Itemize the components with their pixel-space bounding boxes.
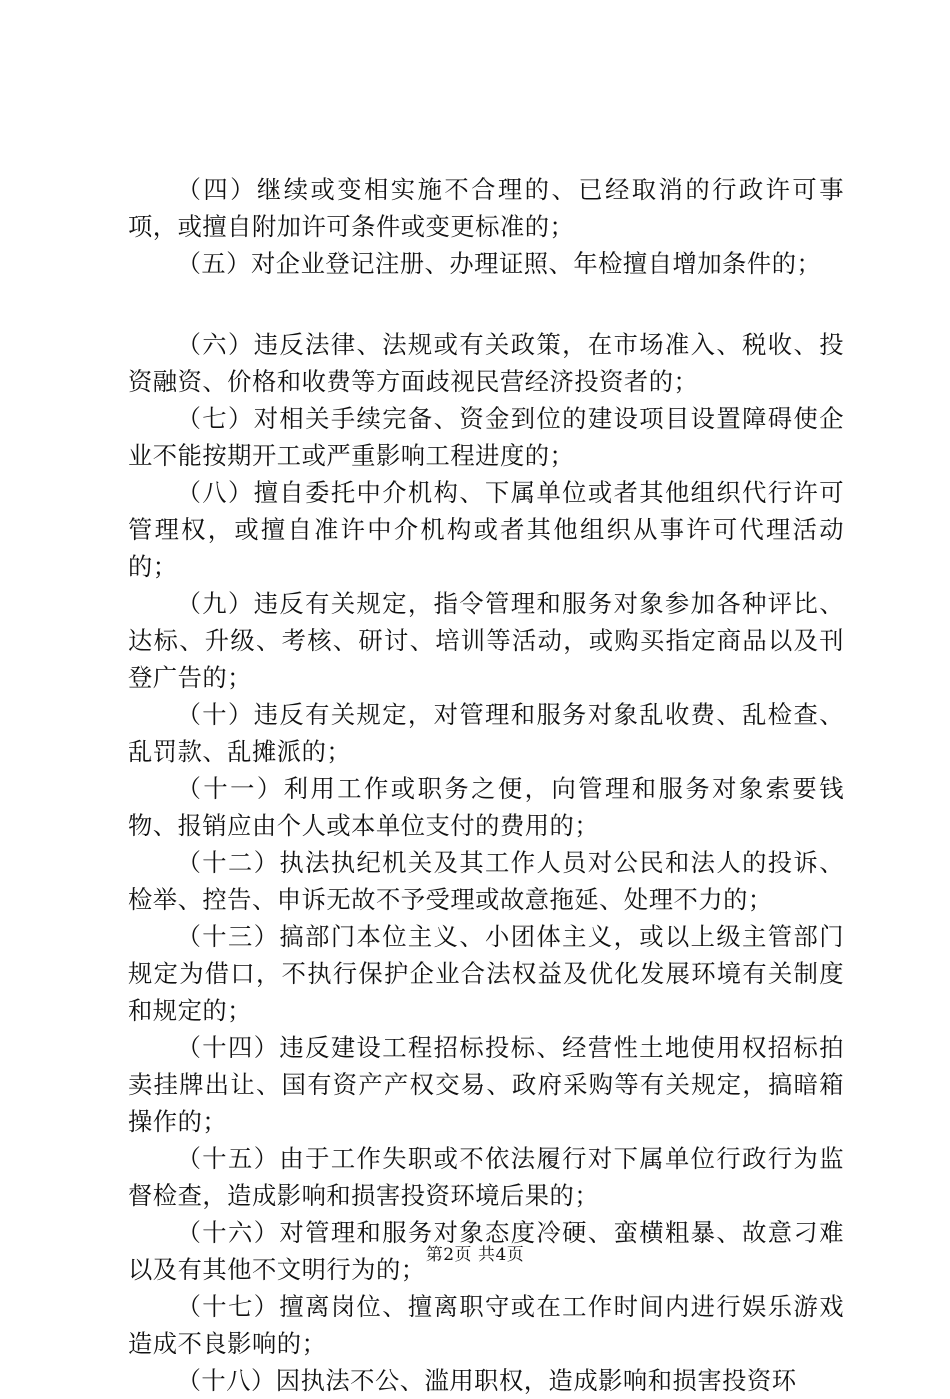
paragraph-item-4: （四）继续或变相实施不合理的、已经取消的行政许可事项，或擅自附加许可条件或变更标准的； [128,175,844,241]
paragraph-item-18: （十八）因执法不公、滥用职权，造成影响和损害投资环 [176,1366,797,1395]
paragraph-item-6: （六）违反法律、法规或有关政策，在市场准入、税收、投资融资、价格和收费等方面歧视民营经济投资者的； [128,330,844,396]
page-number-footer: 第2页 共4页 [425,1245,525,1265]
paragraph-item-5: （五）对企业登记注册、办理证照、年检擅自增加条件的； [176,249,822,278]
paragraph-item-7: （七）对相关手续完备、资金到位的建设项目设置障碍使企业不能按期开工或严重影响工程进度的； [128,404,844,470]
paragraph-item-16: （十六）对管理和服务对象态度冷硬、蛮横粗暴、故意刁难以及有其他不文明行为的； [128,1218,844,1284]
paragraph-item-10: （十）违反有关规定，对管理和服务对象乱收费、乱检查、乱罚款、乱摊派的； [128,700,844,766]
paragraph-item-14: （十四）违反建设工程招标投标、经营性土地使用权招标拍卖挂牌出让、国有资产产权交易、政府采购等有关规定，搞暗箱操作的； [128,1033,844,1136]
paragraph-item-8: （八）擅自委托中介机构、下属单位或者其他组织代行许可管理权，或擅自准许中介机构或者其他组织从事许可代理活动的； [128,478,844,581]
paragraph-item-13: （十三）搞部门本位主义、小团体主义，或以上级主管部门规定为借口，不执行保护企业合法权益及优化发展环境有关制度和规定的； [128,922,844,1025]
paragraph-item-15: （十五）由于工作失职或不依法履行对下属单位行政行为监督检查，造成影响和损害投资环境后果的； [128,1144,844,1210]
paragraph-item-17: （十七）擅离岗位、擅离职守或在工作时间内进行娱乐游戏造成不良影响的； [128,1292,844,1358]
paragraph-item-9: （九）违反有关规定，指令管理和服务对象参加各种评比、达标、升级、考核、研讨、培训等活动，或购买指定商品以及刊登广告的； [128,589,844,692]
document-body [128,171,844,1399]
paragraph-item-11: （十一）利用工作或职务之便，向管理和服务对象索要钱物、报销应由个人或本单位支付的费用的； [128,774,844,840]
paragraph-item-12: （十二）执法执纪机关及其工作人员对公民和法人的投诉、检举、控告、申诉无故不予受理或故意拖延、处理不力的； [128,848,844,914]
